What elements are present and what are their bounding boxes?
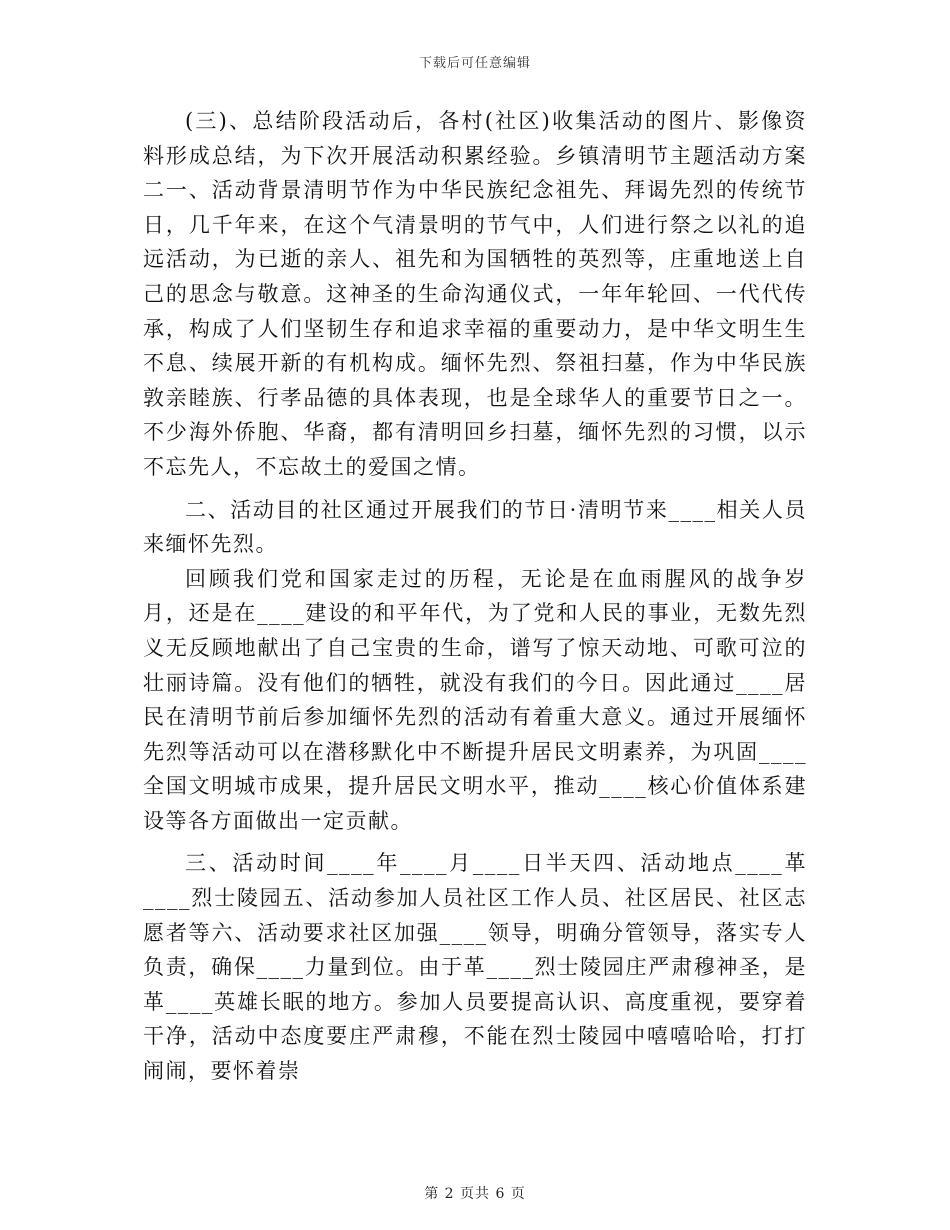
- paragraph-time-place-requirements: 三、活动时间____年____月____日半天四、活动地点____革____烈士陵园五、活动参加人员社区工作人员、社区居民、社区志愿者等六、活动要求社区加强____领导，明确分管领导，落实专人负责，确保____力量到位。由于革____烈士陵园庄严肃穆神圣，是革____英雄长眠的地方。参加人员要提高认识、高度重视，要穿着干净，活动中态度要庄严肃穆，不能在烈士陵园中嘻嘻哈哈，打打闹闹，要怀着崇: [143, 851, 807, 1084]
- paragraph-summary-and-background: (三)、总结阶段活动后，各村(社区)收集活动的图片、影像资料形成总结，为下次开展活动积累经验。乡镇清明节主题活动方案二一、活动背景清明节作为中华民族纪念祖先、拜谒先烈的传统节日，几千年来，在这个气清景明的节气中，人们进行祭之以礼的追远活动，为已逝的亲人、祖先和为国牺牲的英烈等，庄重地送上自己的思念与敬意。这神圣的生命沟通仪式，一年年轮回、一代代传承，构成了人们坚韧生存和追求幸福的重要动力，是中华文明生生不息、续展开新的有机构成。缅怀先烈、祭祖扫墓，作为中华民族敦亲睦族、行孝品德的具体表现，也是全球华人的重要节日之一。不少海外侨胞、华裔，都有清明回乡扫墓，缅怀先烈的习惯，以示不忘先人，不忘故土的爱国之情。: [143, 109, 807, 479]
- page-header: 下载后可任意编辑: [418, 56, 531, 71]
- page-number-footer: 第 2 页共 6 页: [424, 1186, 526, 1202]
- paragraph-history: 回顾我们党和国家走过的历程，无论是在血雨腥风的战争岁月，还是在____建设的和平年代，为了党和人民的事业，无数先烈义无反顾地献出了自己宝贵的生命，谱写了惊天动地、可歌可泣的壮丽诗篇。没有他们的牺牲，就没有我们的今日。因此通过____居民在清明节前后参加缅怀先烈的活动有着重大意义。通过开展缅怀先烈等活动可以在潜移默化中不断提升居民文明素养，为巩固____全国文明城市成果，提升居民文明水平，推动____核心价值体系建设等各方面做出一定贡献。: [143, 566, 807, 833]
- paragraph-purpose: 二、活动目的社区通过开展我们的节日·清明节来____相关人员来缅怀先烈。: [143, 497, 807, 557]
- document-body: [143, 104, 807, 1089]
